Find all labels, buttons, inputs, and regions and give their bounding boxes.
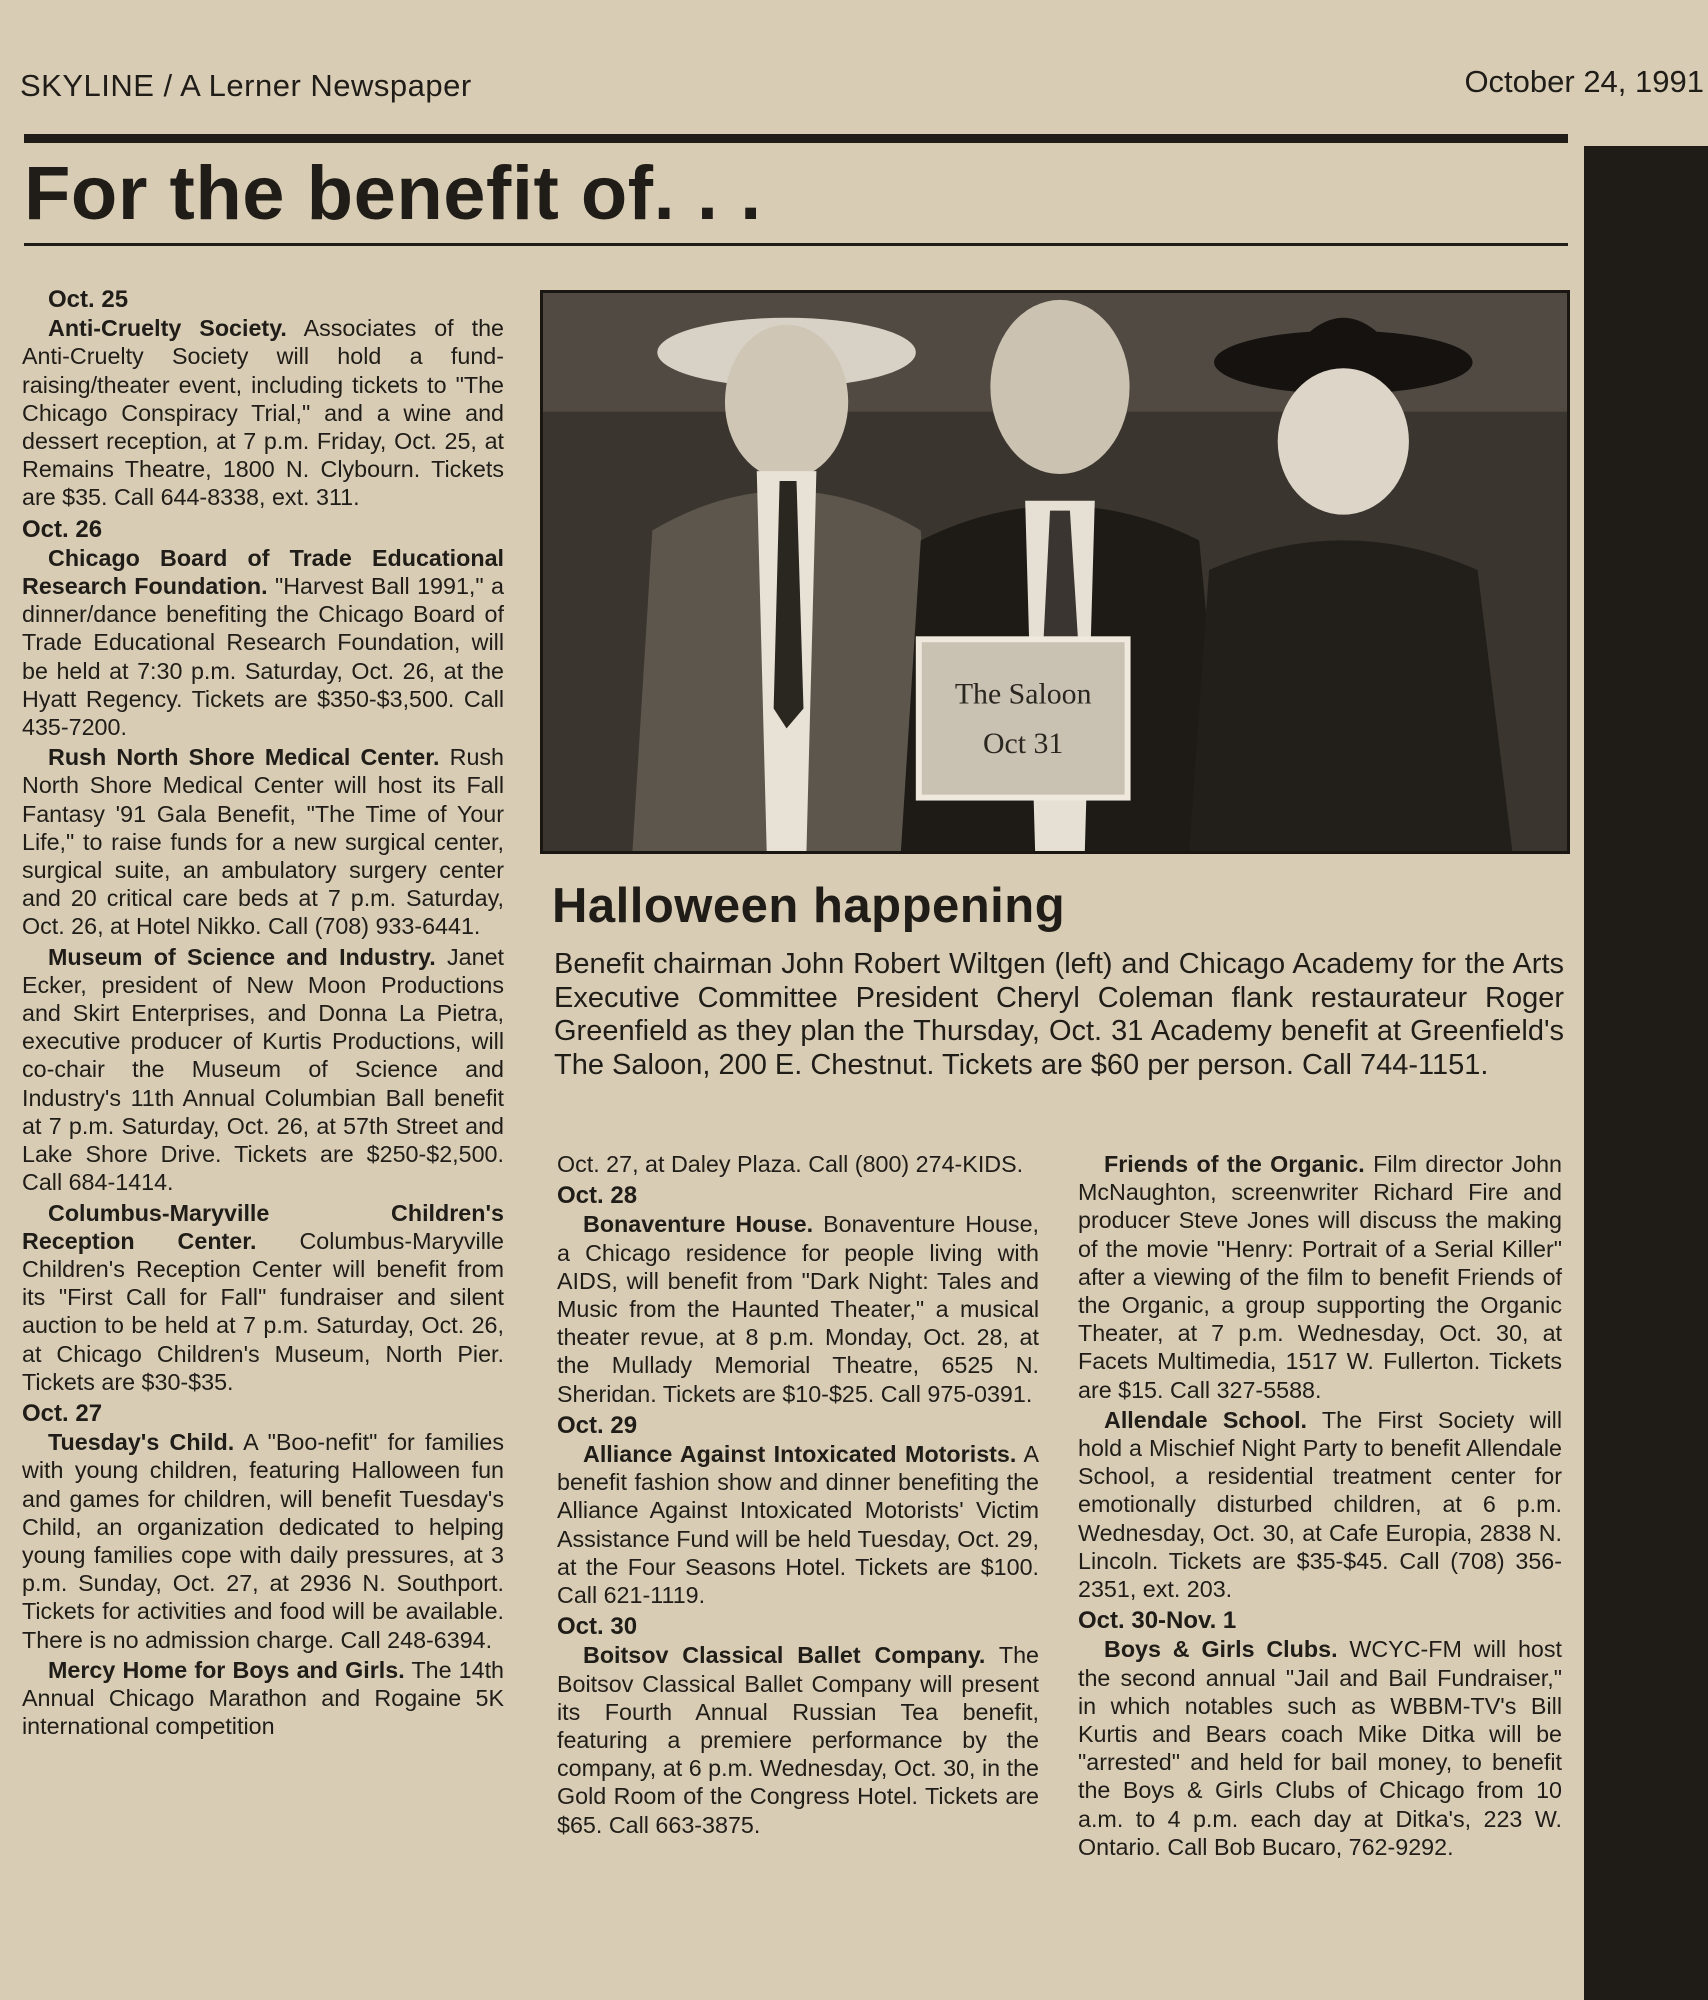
- listing-boys-girls-clubs: [1078, 1635, 1562, 1861]
- listing-continued: Oct. 27, at Daley Plaza. Call (800) 274-KIDS.: [557, 1151, 1024, 1177]
- listing-org: Boys & Girls Clubs.: [1104, 1636, 1338, 1663]
- listing-text: Associates of the Anti-Cruelty Society will hold a fund-raising/theater event, including tickets to "The Chicago Conspiracy Trial," and a wine and dessert reception, at 7 p.m. Friday, Oct. 25, at Remains Theatre, 1800 N. Clybourn. Tickets are $35. Call 644-8338, ext. 311.: [22, 315, 504, 511]
- listing-allendale-school: [1078, 1406, 1562, 1603]
- listing-text: Columbus-Maryville Children's Reception Center will benefit from its "First Call for Fall" fundraiser and silent auction to be held at 7 p.m. Saturday, Oct. 26, at Chicago Children's Museum, North Pier. Tickets are $30-$35.: [22, 1227, 504, 1395]
- headline-rule: [24, 243, 1568, 246]
- listing-text: A benefit fashion show and dinner benefiting the Alliance Against Intoxicated Motorists' Victim Assistance Fund will be held Tuesday, Oct. 29, at the Four Seasons Hotel. Tickets are $100. Call 621-1119.: [557, 1441, 1039, 1609]
- listing-org: Tuesday's Child.: [48, 1429, 235, 1456]
- listing-org: Anti-Cruelty Society.: [48, 315, 287, 342]
- photo-sign-line2: Oct 31: [983, 727, 1064, 761]
- column-middle: [557, 1150, 1039, 1841]
- photo-caption-heading: Halloween happening: [552, 879, 1066, 933]
- listing-org: Allendale School.: [1104, 1406, 1308, 1433]
- date-heading: Oct. 28: [557, 1182, 638, 1210]
- listing-org: Alliance Against Intoxicated Motorists.: [583, 1441, 1017, 1468]
- photo-sign-line1: The Saloon: [954, 677, 1092, 711]
- listing-mercy-home: [22, 1656, 504, 1741]
- listing-text: Janet Ecker, president of New Moon Productions and Skirt Enterprises, and Donna La Pietra, executive producer of Kurtis Productions, will co-chair the Museum of Science and Industry's 11th Annual Columbian Ball benefit at 7 p.m. Saturday, Oct. 26, at 57th Street and Lake Shore Drive. Tickets are $250-$2,500. Call 684-1414.: [22, 943, 505, 1196]
- listing-board-of-trade: [22, 544, 504, 741]
- event-photo: [540, 290, 1570, 854]
- listing-friends-organic: [1078, 1150, 1562, 1404]
- listing-org: Chicago Board of Trade Educational Research Foundation.: [22, 544, 504, 600]
- listing-org: Museum of Science and Industry.: [48, 943, 436, 970]
- listing-alliance-intoxicated: [557, 1440, 1039, 1609]
- listing-bonaventure-house: [557, 1210, 1039, 1407]
- listing-text: Bonaventure House, a Chicago residence for people living with AIDS, will benefit from "Dark Night: Tales and Music from the Haunted Theater," a musical theater revue, at 8 p.m. Monday, Oct. 28, at the Mullady Memorial Theatre, 6525 N. Sheridan. Tickets are $10-$25. Call 975-0391.: [557, 1211, 1040, 1407]
- listing-text: "Harvest Ball 1991," a dinner/dance benefiting the Chicago Board of Trade Educational Research Foundation, will be held at 7:30 p.m. Saturday, Oct. 26, at the Hyatt Regency. Tickets are $350-$3,500. Call 435-7200.: [22, 573, 504, 741]
- listing-columbus-maryville: [22, 1199, 504, 1396]
- listing-anti-cruelty: [22, 314, 504, 511]
- date-heading: Oct. 25: [48, 286, 129, 313]
- date-heading: Oct. 30: [557, 1613, 638, 1641]
- listing-text: A "Boo-nefit" for families with young children, featuring Halloween fun and games for children, will benefit Tuesday's Child, an organization dedicated to helping young families cope with daily pressures, at 3 p.m. Sunday, Oct. 27, at 2936 N. Southport. Tickets for activities and food will be available. There is no admission charge. Call 248-6394.: [22, 1429, 504, 1653]
- listing-text: The First Society will hold a Mischief Night Party to benefit Allendale School, a residential treatment center for emotionally disturbed children, at 6 p.m. Wednesday, Oct. 30, at Cafe Europia, 2838 N. Lincoln. Tickets are $35-$45. Call (708) 356-2351, ext. 203.: [1078, 1406, 1562, 1603]
- masthead-rule: [24, 134, 1568, 143]
- listing-org: Mercy Home for Boys and Girls.: [48, 1656, 405, 1683]
- listing-museum-science: [22, 943, 504, 1197]
- listing-org: Rush North Shore Medical Center.: [48, 744, 440, 771]
- listing-org: Friends of the Organic.: [1104, 1151, 1365, 1177]
- masthead-title: SKYLINE / A Lerner Newspaper: [20, 68, 472, 103]
- column-left: [22, 282, 504, 1742]
- listing-text: The 14th Annual Chicago Marathon and Rogaine 5K international competition: [22, 1656, 504, 1740]
- page-edge-shadow: [1584, 146, 1708, 2000]
- column-right: [1078, 1150, 1562, 1863]
- date-heading: Oct. 29: [557, 1411, 638, 1439]
- listing-text: Film director John McNaughton, screenwriter Richard Fire and producer Steve Jones will discuss the making of the movie "Henry: Portrait of a Serial Killer" after a viewing of the film to benefit Friends of the Organic, a group supporting the Organic Theater, at 7 p.m. Wednesday, Oct. 30, at Facets Multimedia, 1517 W. Fullerton. Tickets are $15. Call 327-5588.: [1078, 1151, 1562, 1403]
- listing-org: Boitsov Classical Ballet Company.: [583, 1642, 986, 1669]
- photo-illustration: [543, 293, 1567, 851]
- listing-boitsov-ballet: [557, 1641, 1039, 1838]
- listing-text: The Boitsov Classical Ballet Company will present its Fourth Annual Russian Tea benefit, featuring a premiere performance by the company, at 6 p.m. Wednesday, Oct. 30, in the Gold Room of the Congress Hotel. Tickets are $65. Call 663-3875.: [557, 1642, 1040, 1838]
- page-headline: For the benefit of. . .: [24, 151, 762, 236]
- date-heading: Oct. 27: [22, 1399, 103, 1427]
- listing-text: WCYC-FM will host the second annual "Jail and Bail Fundraiser," in which notables such as WBBM-TV's Bill Kurtis and Bears coach Mike Ditka will be "arrested" and held for bail money, to benefit the Boys & Girls Clubs of Chicago from 10 a.m. to 4 p.m. each day at Ditka's, 223 W. Ontario. Call Bob Bucaro, 762-9292.: [1078, 1636, 1562, 1860]
- listing-tuesdays-child: [22, 1428, 504, 1654]
- masthead-date: October 24, 1991: [1464, 64, 1704, 99]
- listing-rush-north-shore: [22, 743, 504, 940]
- listing-text: Rush North Shore Medical Center will host its Fall Fantasy '91 Gala Benefit, "The Time of Your Life," to raise funds for a new surgical center, surgical suite, an ambulatory surgery center and 20 critical care beds at 7 p.m. Saturday, Oct. 26, at Hotel Nikko. Call (708) 933-6441.: [22, 744, 504, 940]
- date-heading: Oct. 26: [22, 515, 103, 543]
- date-heading: Oct. 30-Nov. 1: [1078, 1607, 1237, 1635]
- listing-org: Columbus-Maryville Children's Reception Center.: [22, 1199, 504, 1254]
- photo-caption-text: Benefit chairman John Robert Wiltgen (left) and Chicago Academy for the Arts Executive Committee President Cheryl Coleman flank restaurateur Roger Greenfield as they plan the Thursday, Oct. 31 Academy benefit at Greenfield's The Saloon, 200 E. Chestnut. Tickets are $60 per person. Call 744-1151.: [554, 948, 1564, 1081]
- listing-org: Bonaventure House.: [583, 1211, 814, 1238]
